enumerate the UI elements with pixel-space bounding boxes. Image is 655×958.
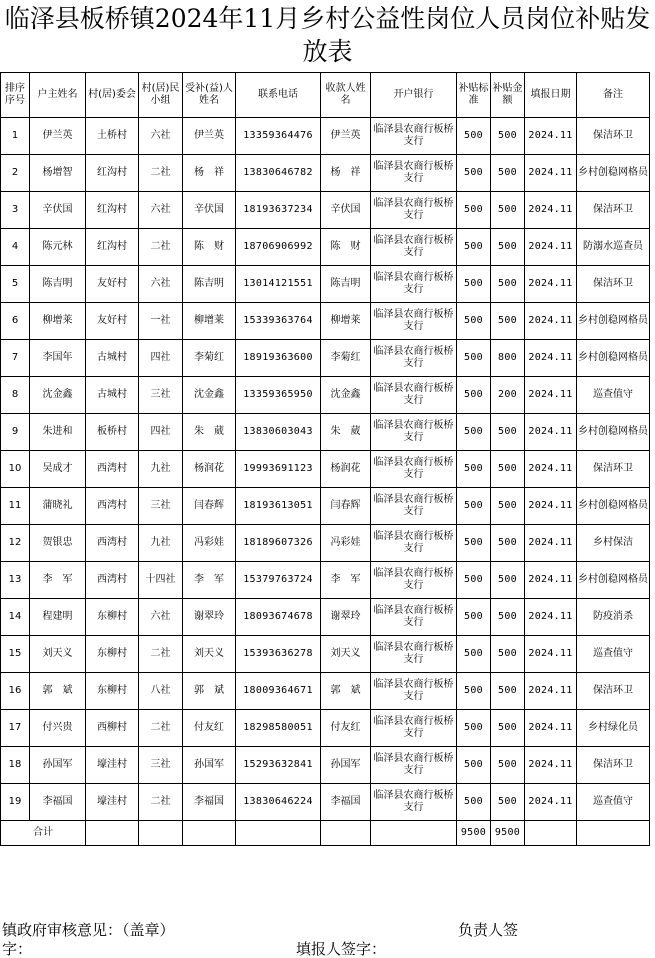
bank-name-cell: 临泽县农商行板桥支行 [371,673,457,710]
village-group-cell: 六社 [139,118,183,155]
remark-cell: 保洁环卫 [577,192,650,229]
phone-number-cell: 19993691123 [236,451,321,488]
bank-name-cell: 临泽县农商行板桥支行 [371,229,457,266]
row-index-cell: 1 [1,118,30,155]
column-header: 补贴标准 [457,73,491,118]
payee-name-cell: 郭 斌 [321,673,371,710]
report-date-cell: 2024.11 [525,303,577,340]
payee-name-cell: 李福国 [321,784,371,821]
subsidy-amount-cell: 500 [491,747,525,784]
payee-name-cell: 辛伏国 [321,192,371,229]
subsidy-standard-cell: 500 [457,599,491,636]
remark-cell: 乡村保洁 [577,525,650,562]
filler-sign-label: 填报人签字： [296,940,387,958]
beneficiary-name-cell: 李福国 [183,784,236,821]
empty-cell [183,821,236,846]
remark-cell: 保洁环卫 [577,118,650,155]
beneficiary-name-cell: 伊兰英 [183,118,236,155]
subsidy-amount-cell: 500 [491,525,525,562]
village-committee-cell: 板桥村 [86,414,139,451]
payee-name-cell: 刘天义 [321,636,371,673]
bank-name-cell: 临泽县农商行板桥支行 [371,303,457,340]
empty-cell [525,821,577,846]
report-date-cell: 2024.11 [525,488,577,525]
payee-name-cell: 沈金鑫 [321,377,371,414]
household-head-cell: 吴成才 [30,451,86,488]
row-index-cell: 17 [1,710,30,747]
remark-cell: 保洁环卫 [577,673,650,710]
report-date-cell: 2024.11 [525,118,577,155]
bank-name-cell: 临泽县农商行板桥支行 [371,636,457,673]
subsidy-standard-cell: 500 [457,118,491,155]
phone-number-cell: 13830646782 [236,155,321,192]
phone-number-cell: 13359365950 [236,377,321,414]
beneficiary-name-cell: 付友红 [183,710,236,747]
row-index-cell: 9 [1,414,30,451]
page-title: 临泽县板桥镇2024年11月乡村公益性岗位人员岗位补贴发放表 [4,4,651,66]
table-row [1,636,650,673]
row-index-cell: 3 [1,192,30,229]
table-row [1,118,650,155]
row-index-cell: 13 [1,562,30,599]
column-header: 补贴金额 [491,73,525,118]
phone-number-cell: 13830603043 [236,414,321,451]
report-date-cell: 2024.11 [525,229,577,266]
phone-number-cell: 13014121551 [236,266,321,303]
remark-cell: 保洁环卫 [577,451,650,488]
village-committee-cell: 红沟村 [86,192,139,229]
subsidy-amount-cell: 500 [491,673,525,710]
village-committee-cell: 东柳村 [86,673,139,710]
beneficiary-name-cell: 朱 葳 [183,414,236,451]
remark-cell: 乡村创稳网格员 [577,562,650,599]
household-head-cell: 陈吉明 [30,266,86,303]
remark-cell: 乡村创稳网格员 [577,340,650,377]
table-row [1,303,650,340]
phone-number-cell: 18706906992 [236,229,321,266]
bank-name-cell: 临泽县农商行板桥支行 [371,599,457,636]
subsidy-standard-cell: 500 [457,784,491,821]
report-date-cell: 2024.11 [525,451,577,488]
row-index-cell: 16 [1,673,30,710]
beneficiary-name-cell: 杨润花 [183,451,236,488]
bank-name-cell: 临泽县农商行板桥支行 [371,710,457,747]
table-row [1,710,650,747]
table-row [1,562,650,599]
bank-name-cell: 临泽县农商行板桥支行 [371,747,457,784]
subsidy-standard-cell: 500 [457,525,491,562]
header-row [1,73,650,118]
total-amount: 9500 [491,821,525,846]
empty-cell [371,821,457,846]
row-index-cell: 6 [1,303,30,340]
bank-name-cell: 临泽县农商行板桥支行 [371,118,457,155]
subsidy-standard-cell: 500 [457,414,491,451]
payee-name-cell: 柳增莱 [321,303,371,340]
phone-number-cell: 15393636278 [236,636,321,673]
subsidy-amount-cell: 500 [491,784,525,821]
beneficiary-name-cell: 郭 斌 [183,673,236,710]
village-committee-cell: 壕洼村 [86,747,139,784]
subsidy-amount-cell: 500 [491,266,525,303]
beneficiary-name-cell: 刘天义 [183,636,236,673]
household-head-cell: 贺银忠 [30,525,86,562]
remark-cell: 乡村创稳网格员 [577,414,650,451]
subsidy-table [0,72,650,846]
phone-number-cell: 18189607326 [236,525,321,562]
subsidy-amount-cell: 500 [491,636,525,673]
subsidy-standard-cell: 500 [457,636,491,673]
household-head-cell: 李国年 [30,340,86,377]
subsidy-standard-cell: 500 [457,377,491,414]
subsidy-standard-cell: 500 [457,229,491,266]
bank-name-cell: 临泽县农商行板桥支行 [371,414,457,451]
beneficiary-name-cell: 柳增莱 [183,303,236,340]
subsidy-amount-cell: 500 [491,155,525,192]
report-date-cell: 2024.11 [525,414,577,451]
village-committee-cell: 西湾村 [86,451,139,488]
table-body [1,118,650,846]
village-committee-cell: 古城村 [86,340,139,377]
table-row [1,599,650,636]
household-head-cell: 辛伏国 [30,192,86,229]
table-row [1,229,650,266]
household-head-cell: 付兴贵 [30,710,86,747]
payee-name-cell: 杨润花 [321,451,371,488]
column-header: 收款人姓名 [321,73,371,118]
subsidy-standard-cell: 500 [457,303,491,340]
remark-cell: 防溺水巡查员 [577,229,650,266]
report-date-cell: 2024.11 [525,266,577,303]
column-header: 村(居)民小组 [139,73,183,118]
table-row [1,266,650,303]
report-date-cell: 2024.11 [525,562,577,599]
beneficiary-name-cell: 谢翠玲 [183,599,236,636]
village-group-cell: 六社 [139,266,183,303]
village-group-cell: 九社 [139,525,183,562]
bank-name-cell: 临泽县农商行板桥支行 [371,784,457,821]
village-group-cell: 六社 [139,192,183,229]
bank-name-cell: 临泽县农商行板桥支行 [371,192,457,229]
subsidy-standard-cell: 500 [457,451,491,488]
report-date-cell: 2024.11 [525,192,577,229]
phone-number-cell: 18298580051 [236,710,321,747]
table-row [1,340,650,377]
table-row [1,451,650,488]
household-head-cell: 柳增莱 [30,303,86,340]
phone-number-cell: 18193613051 [236,488,321,525]
column-header: 开户银行 [371,73,457,118]
bank-name-cell: 临泽县农商行板桥支行 [371,562,457,599]
household-head-cell: 郭 斌 [30,673,86,710]
bank-name-cell: 临泽县农商行板桥支行 [371,488,457,525]
village-committee-cell: 东柳村 [86,636,139,673]
row-index-cell: 5 [1,266,30,303]
table-row [1,192,650,229]
phone-number-cell: 18193637234 [236,192,321,229]
household-head-cell: 沈金鑫 [30,377,86,414]
row-index-cell: 19 [1,784,30,821]
bank-name-cell: 临泽县农商行板桥支行 [371,525,457,562]
subsidy-amount-cell: 500 [491,303,525,340]
subsidy-standard-cell: 500 [457,710,491,747]
report-date-cell: 2024.11 [525,525,577,562]
village-group-cell: 四社 [139,414,183,451]
village-committee-cell: 友好村 [86,303,139,340]
village-committee-cell: 西湾村 [86,488,139,525]
table-row [1,155,650,192]
empty-cell [321,821,371,846]
responsible-sign-label: 负责人签 [458,921,519,939]
column-header: 联系电话 [236,73,321,118]
household-head-cell: 杨增智 [30,155,86,192]
remark-cell: 防疫消杀 [577,599,650,636]
bank-name-cell: 临泽县农商行板桥支行 [371,451,457,488]
table-row [1,377,650,414]
row-index-cell: 11 [1,488,30,525]
payee-name-cell: 冯彩娃 [321,525,371,562]
sign-tail-label: 字： [2,940,33,958]
bank-name-cell: 临泽县农商行板桥支行 [371,155,457,192]
remark-cell: 乡村创稳网格员 [577,155,650,192]
village-group-cell: 六社 [139,599,183,636]
phone-number-cell: 15339363764 [236,303,321,340]
row-index-cell: 14 [1,599,30,636]
phone-number-cell: 15293632841 [236,747,321,784]
village-committee-cell: 西柳村 [86,710,139,747]
payee-name-cell: 陈吉明 [321,266,371,303]
village-group-cell: 十四社 [139,562,183,599]
village-group-cell: 一社 [139,303,183,340]
payee-name-cell: 李菊红 [321,340,371,377]
subsidy-standard-cell: 500 [457,673,491,710]
subsidy-amount-cell: 200 [491,377,525,414]
phone-number-cell: 18093674678 [236,599,321,636]
village-committee-cell: 红沟村 [86,229,139,266]
payee-name-cell: 孙国军 [321,747,371,784]
column-header: 村(居)委会 [86,73,139,118]
remark-cell: 巡查值守 [577,377,650,414]
column-header: 备注 [577,73,650,118]
village-committee-cell: 红沟村 [86,155,139,192]
report-date-cell: 2024.11 [525,784,577,821]
household-head-cell: 程建明 [30,599,86,636]
row-index-cell: 15 [1,636,30,673]
remark-cell: 巡查值守 [577,636,650,673]
village-group-cell: 三社 [139,747,183,784]
column-header: 排序序号 [1,73,30,118]
village-committee-cell: 古城村 [86,377,139,414]
empty-cell [577,821,650,846]
subsidy-standard-cell: 500 [457,562,491,599]
subsidy-amount-cell: 500 [491,414,525,451]
remark-cell: 保洁环卫 [577,747,650,784]
column-header: 受补(益)人姓名 [183,73,236,118]
payee-name-cell: 杨 祥 [321,155,371,192]
row-index-cell: 8 [1,377,30,414]
village-committee-cell: 西湾村 [86,562,139,599]
table-row [1,747,650,784]
village-committee-cell: 土桥村 [86,118,139,155]
beneficiary-name-cell: 闫春辉 [183,488,236,525]
report-date-cell: 2024.11 [525,340,577,377]
beneficiary-name-cell: 杨 祥 [183,155,236,192]
household-head-cell: 刘天义 [30,636,86,673]
bank-name-cell: 临泽县农商行板桥支行 [371,340,457,377]
row-index-cell: 7 [1,340,30,377]
village-group-cell: 八社 [139,673,183,710]
subsidy-amount-cell: 500 [491,562,525,599]
empty-cell [236,821,321,846]
report-date-cell: 2024.11 [525,673,577,710]
total-label: 合计 [1,821,86,846]
subsidy-standard-cell: 500 [457,488,491,525]
remark-cell: 保洁环卫 [577,266,650,303]
household-head-cell: 李 军 [30,562,86,599]
report-date-cell: 2024.11 [525,377,577,414]
subsidy-amount-cell: 500 [491,229,525,266]
table-row [1,488,650,525]
payee-name-cell: 李 军 [321,562,371,599]
row-index-cell: 12 [1,525,30,562]
gov-review-label: 镇政府审核意见：（盖章） [2,921,175,939]
subsidy-amount-cell: 800 [491,340,525,377]
row-index-cell: 10 [1,451,30,488]
subsidy-standard-cell: 500 [457,155,491,192]
subsidy-amount-cell: 500 [491,599,525,636]
beneficiary-name-cell: 李 军 [183,562,236,599]
household-head-cell: 蒲晓礼 [30,488,86,525]
subsidy-standard-cell: 500 [457,747,491,784]
household-head-cell: 孙国军 [30,747,86,784]
payee-name-cell: 伊兰英 [321,118,371,155]
subsidy-amount-cell: 500 [491,192,525,229]
table-row [1,414,650,451]
household-head-cell: 李福国 [30,784,86,821]
village-committee-cell: 西湾村 [86,525,139,562]
village-committee-cell: 友好村 [86,266,139,303]
report-date-cell: 2024.11 [525,636,577,673]
phone-number-cell: 13359364476 [236,118,321,155]
village-committee-cell: 东柳村 [86,599,139,636]
column-header: 填报日期 [525,73,577,118]
village-group-cell: 二社 [139,636,183,673]
table-row [1,525,650,562]
subsidy-amount-cell: 500 [491,118,525,155]
village-group-cell: 四社 [139,340,183,377]
village-group-cell: 二社 [139,155,183,192]
phone-number-cell: 18009364671 [236,673,321,710]
payee-name-cell: 陈 财 [321,229,371,266]
remark-cell: 巡查值守 [577,784,650,821]
row-index-cell: 18 [1,747,30,784]
phone-number-cell: 18919363600 [236,340,321,377]
village-group-cell: 九社 [139,451,183,488]
phone-number-cell: 15379763724 [236,562,321,599]
row-index-cell: 4 [1,229,30,266]
report-date-cell: 2024.11 [525,747,577,784]
report-date-cell: 2024.11 [525,710,577,747]
payee-name-cell: 朱 葳 [321,414,371,451]
payee-name-cell: 闫春辉 [321,488,371,525]
beneficiary-name-cell: 孙国军 [183,747,236,784]
subsidy-standard-cell: 500 [457,340,491,377]
village-committee-cell: 壕洼村 [86,784,139,821]
beneficiary-name-cell: 辛伏国 [183,192,236,229]
beneficiary-name-cell: 陈 财 [183,229,236,266]
subsidy-amount-cell: 500 [491,710,525,747]
beneficiary-name-cell: 沈金鑫 [183,377,236,414]
village-group-cell: 二社 [139,710,183,747]
village-group-cell: 二社 [139,784,183,821]
subsidy-standard-cell: 500 [457,266,491,303]
remark-cell: 乡村创稳网格员 [577,303,650,340]
empty-cell [139,821,183,846]
remark-cell: 乡村创稳网格员 [577,488,650,525]
remark-cell: 乡村绿化员 [577,710,650,747]
table-row [1,784,650,821]
report-date-cell: 2024.11 [525,599,577,636]
payee-name-cell: 谢翠玲 [321,599,371,636]
household-head-cell: 朱进和 [30,414,86,451]
total-standard: 9500 [457,821,491,846]
subsidy-amount-cell: 500 [491,488,525,525]
payee-name-cell: 付友红 [321,710,371,747]
empty-cell [86,821,139,846]
bank-name-cell: 临泽县农商行板桥支行 [371,377,457,414]
subsidy-standard-cell: 500 [457,192,491,229]
household-head-cell: 伊兰英 [30,118,86,155]
phone-number-cell: 13830646224 [236,784,321,821]
row-index-cell: 2 [1,155,30,192]
beneficiary-name-cell: 李菊红 [183,340,236,377]
subsidy-amount-cell: 500 [491,451,525,488]
bank-name-cell: 临泽县农商行板桥支行 [371,266,457,303]
beneficiary-name-cell: 陈吉明 [183,266,236,303]
column-header: 户主姓名 [30,73,86,118]
beneficiary-name-cell: 冯彩娃 [183,525,236,562]
report-date-cell: 2024.11 [525,155,577,192]
village-group-cell: 三社 [139,488,183,525]
village-group-cell: 三社 [139,377,183,414]
household-head-cell: 陈元林 [30,229,86,266]
village-group-cell: 二社 [139,229,183,266]
total-row [1,821,650,846]
table-row [1,673,650,710]
